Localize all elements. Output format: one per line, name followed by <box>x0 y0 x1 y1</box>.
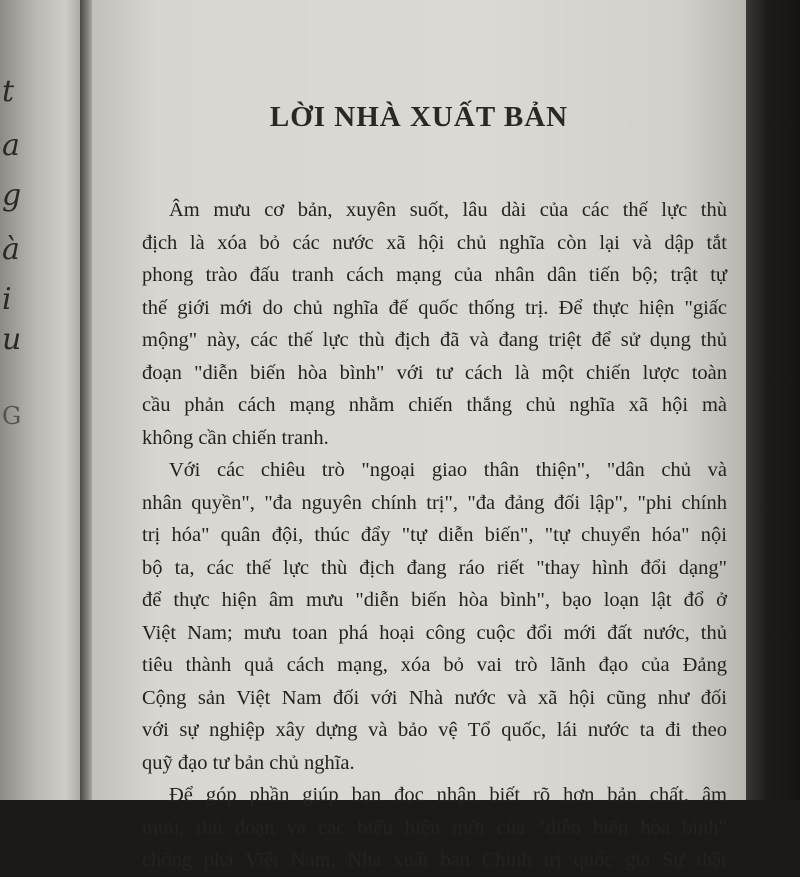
text-line: mộng" này, các thế lực thù địch đã và đang triệt để sử dụng thủ <box>142 329 727 351</box>
text-line: để thực hiện âm mưu "diễn biến hòa bình", bạo loạn lật đổ ở <box>142 589 727 611</box>
page-title: LỜI NHÀ XUẤT BẢN <box>269 101 569 133</box>
left-page-glyph: a <box>2 128 20 163</box>
text-line: Việt Nam; mưu toan phá hoại công cuộc đổi mới đất nước, thủ <box>142 621 727 644</box>
text-line: Cộng sản Việt Nam đối với Nhà nước và xã hội cũng như đối <box>142 686 727 709</box>
text-line: Âm mưu cơ bản, xuyên suốt, lâu dài của các thế lực thù <box>169 199 727 221</box>
text-line: Để góp phần giúp bạn đọc nhận biết rõ hơn bản chất, âm <box>169 784 727 806</box>
text-line: không cần chiến tranh. <box>142 426 329 449</box>
text-line: cầu phản cách mạng nhằm chiến thắng chủ nghĩa xã hội mà <box>142 394 727 416</box>
text-line: quỹ đạo tư bản chủ nghĩa. <box>142 751 355 774</box>
left-page-glyph: g <box>2 178 22 213</box>
text-line: thế giới mới do chủ nghĩa đế quốc thống trị. Để thực hiện "giấc <box>142 296 727 319</box>
book-page <box>92 0 746 871</box>
background-shadow <box>746 0 800 800</box>
text-line: Với các chiêu trò "ngoại giao thân thiện", "dân chủ và <box>169 459 727 481</box>
text-line: chống phá Việt Nam, Nhà xuất bản Chính trị quốc gia Sự thật <box>142 849 727 871</box>
text-line: nhân quyền", "đa nguyên chính trị", "đa đảng đối lập", "phi chính <box>142 491 727 514</box>
left-page-glyph: u <box>2 322 22 357</box>
text-line: với sự nghiệp xây dựng và bảo vệ Tổ quốc, lái nước ta đi theo <box>142 719 727 741</box>
text-line: địch là xóa bỏ các nước xã hội chủ nghĩa còn lại và dập tắt <box>142 231 727 254</box>
left-page-glyph: G <box>2 402 22 430</box>
text-line: đoạn "diễn biến hòa bình" với tư cách là một chiến lược toàn <box>142 361 727 384</box>
text-line: trị hóa" quân đội, thúc đẩy "tự diễn biến", "tự chuyển hóa" nội <box>142 524 727 546</box>
left-page-glyph: à <box>2 232 20 267</box>
text-line: bộ ta, các thế lực thù địch đang ráo riết "thay hình đổi dạng" <box>142 556 727 579</box>
text-line: phong trào đấu tranh cách mạng của nhân dân tiến bộ; trật tự <box>142 264 727 286</box>
left-page-glyph: i <box>2 282 12 317</box>
page-body <box>142 194 727 877</box>
text-line: mưu, thủ đoạn và các biểu hiện mới của "diễn biến hòa bình" <box>142 816 727 839</box>
text-line: tiêu thành quả cách mạng, xóa bỏ vai trò lãnh đạo của Đảng <box>142 654 727 676</box>
left-page-glyph: t <box>2 74 15 109</box>
left-page <box>0 0 82 800</box>
